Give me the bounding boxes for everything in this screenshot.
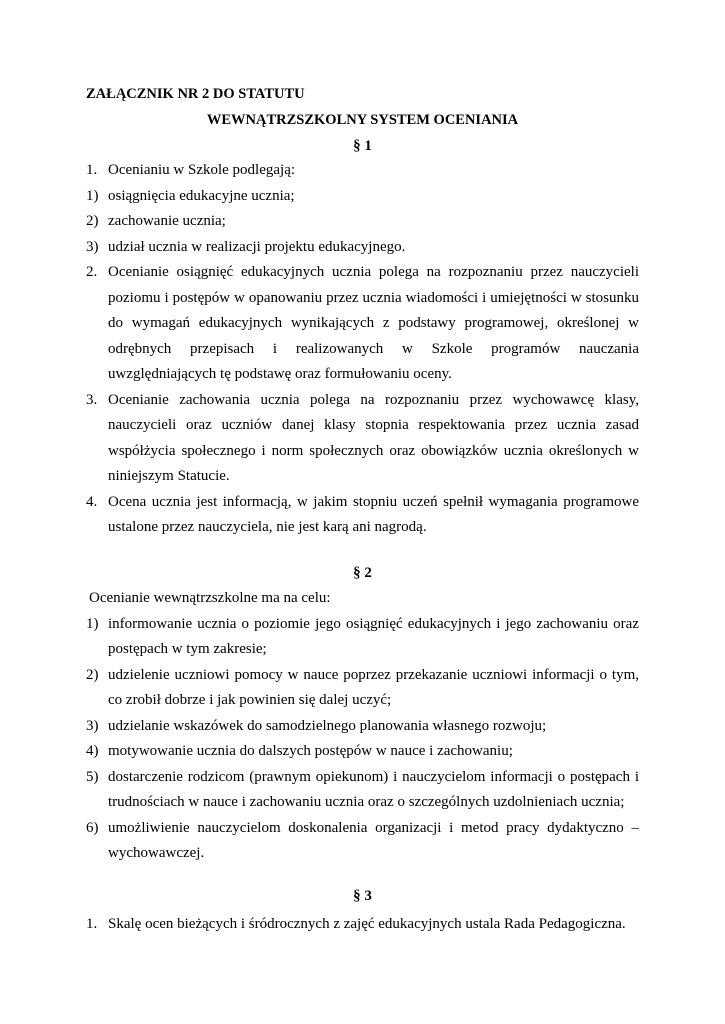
item-number: 4. (86, 493, 98, 510)
list-item (86, 260, 639, 388)
section-1-list (86, 158, 639, 541)
item-text: Ocenianiu w Szkole podlegają: (108, 162, 296, 178)
section-3-list (86, 912, 639, 938)
item-number: 1) (86, 615, 99, 632)
list-item (86, 816, 639, 867)
list-item (86, 209, 639, 235)
list-item (86, 765, 639, 816)
item-number: 1. (86, 162, 98, 178)
item-number: 2) (86, 213, 99, 229)
list-item (86, 158, 639, 184)
item-number: 3) (86, 717, 99, 734)
list-item (86, 388, 639, 490)
item-number: 4) (86, 743, 99, 759)
list-item (86, 912, 639, 938)
item-number: 3. (86, 391, 98, 408)
item-number: 2. (86, 264, 98, 280)
list-item (86, 235, 639, 261)
item-text: Ocenianie zachowania ucznia polega na rozpoznaniu przez wychowawcę klasy, nauczycieli oraz uczniów danej klasy stopnia respektowania przez ucznia zasad współżycia społecznego i norm społecznych oraz obowiązków ucznia określonych w niniejszym Statucie. (108, 391, 639, 484)
section-2-list (86, 586, 639, 867)
item-number: 6) (86, 819, 99, 836)
list-item (86, 184, 639, 210)
section-2-heading: § 2 (353, 565, 372, 581)
item-text: udzielenie uczniowi pomocy w nauce poprzez przekazanie uczniowi informacji o tym, co zrobił dobrze i jak powinien się dalej uczyć; (108, 666, 639, 708)
list-item (86, 490, 639, 541)
item-number: 2) (86, 666, 99, 683)
item-text: dostarczenie rodzicom (prawnym opiekunom) i nauczycielom informacji o postępach i trudnościach w nauce i zachowaniu ucznia oraz o szczególnych uzdolnieniach ucznia; (108, 768, 639, 810)
item-text: informowanie ucznia o poziomie jego osiągnięć edukacyjnych i jego zachowaniu oraz postępach w tym zakresie; (108, 615, 639, 657)
item-text: osiągnięcia edukacyjne ucznia; (108, 187, 295, 204)
item-text: udzielanie wskazówek do samodzielnego planowania własnego rozwoju; (108, 717, 547, 734)
list-item (86, 612, 639, 663)
list-item (86, 714, 639, 740)
item-text: umożliwienie nauczycielom doskonalenia organizacji i metod pracy dydaktyczno – wychowawczej. (108, 819, 639, 861)
item-text: Ocena ucznia jest informacją, w jakim stopniu uczeń spełnił wymagania programowe ustalone przez nauczyciela, nie jest karą ani nagrodą. (108, 493, 639, 535)
item-number: 1) (86, 187, 99, 204)
item-text: zachowanie ucznia; (108, 213, 226, 229)
item-text: Skalę ocen bieżących i śródrocznych z zajęć edukacyjnych ustala Rada Pedagogiczna. (108, 916, 626, 932)
list-item (86, 663, 639, 714)
item-text: udział ucznia w realizacji projektu edukacyjnego. (108, 238, 406, 255)
item-number: 5) (86, 768, 99, 785)
section-2-intro: Ocenianie wewnątrzszkolne ma na celu: (89, 590, 331, 606)
item-text: Ocenianie osiągnięć edukacyjnych ucznia polega na rozpoznaniu przez nauczycieli poziomu i postępów w opanowaniu przez ucznia wiadomości i umiejętności w stosunku do wymagań edukacyjnych wynikających z podstawy programowej, określonej w odrębnych przepisach i realizowanych w Szkole programów nauczania uwzględniających tę podstawę oraz formułowaniu oceny. (108, 264, 639, 382)
list-item (86, 739, 639, 765)
section-3-heading: § 3 (353, 888, 372, 904)
document-subtitle: WEWNĄTRZSZKOLNY SYSTEM OCENIANIA (206, 112, 519, 128)
item-number: 3) (86, 238, 99, 255)
item-number: 1. (86, 916, 98, 932)
document-title: ZAŁĄCZNIK NR 2 DO STATUTU (86, 86, 305, 102)
section-1-heading: § 1 (353, 138, 372, 154)
item-text: motywowanie ucznia do dalszych postępów w nauce i zachowaniu; (108, 743, 513, 759)
